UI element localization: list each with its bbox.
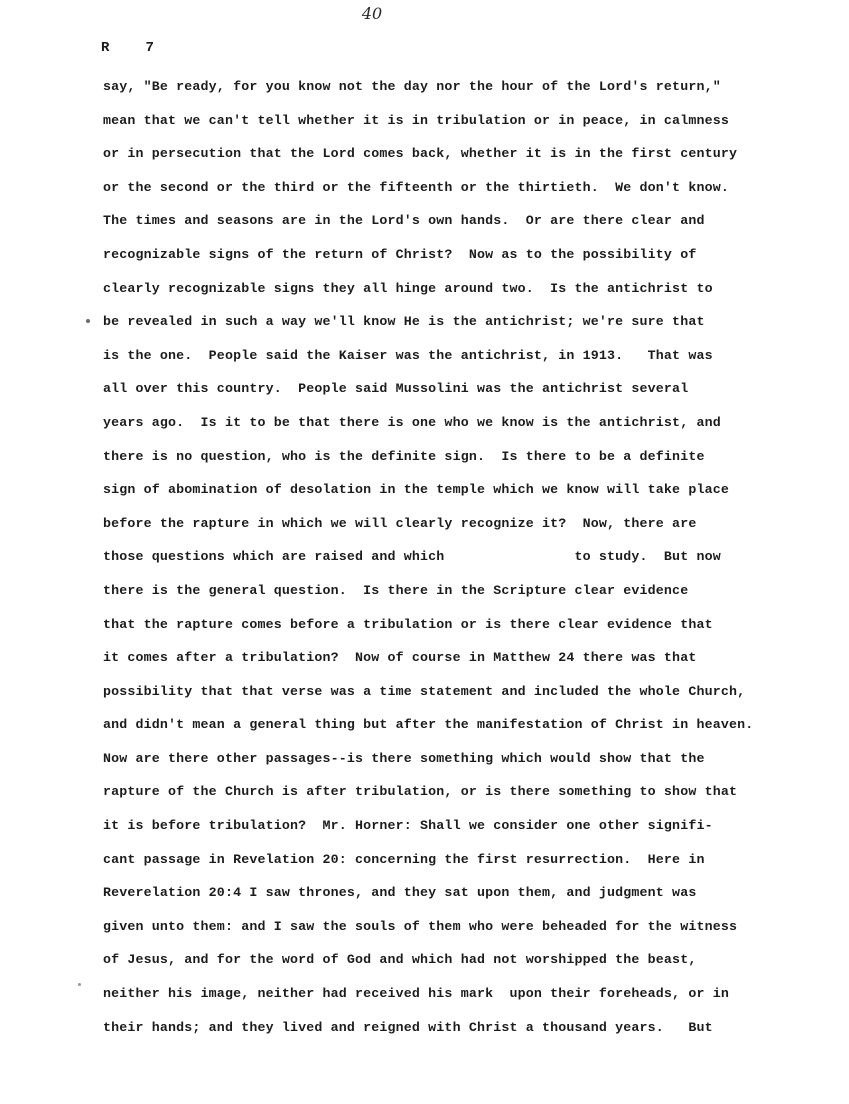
margin-dot: [86, 319, 90, 323]
text-line: or the second or the third or the fifteenth or the thirtieth. We don't know.: [103, 179, 729, 195]
text-line: all over this country. People said Mussolini was the antichrist several: [103, 381, 689, 397]
text-line: clearly recognizable signs they all hinge around two. Is the antichrist to: [103, 280, 713, 296]
text-line: neither his image, neither had received his mark upon their foreheads, or in: [103, 986, 729, 1002]
text-line: possibility that that verse was a time statement and included the whole Church,: [103, 683, 746, 699]
text-line: that the rapture comes before a tribulation or is there clear evidence that: [103, 616, 713, 632]
text-line: be revealed in such a way we'll know He is the antichrist; we're sure that: [103, 314, 705, 330]
text-line: before the rapture in which we will clearly recognize it? Now, there are: [103, 515, 697, 531]
text-line: is the one. People said the Kaiser was the antichrist, in 1913. That was: [103, 347, 713, 363]
text-line: rapture of the Church is after tribulation, or is there something to show that: [103, 784, 738, 800]
text-line: those questions which are raised and which to study. But now: [103, 549, 721, 565]
text-line: cant passage in Revelation 20: concerning the first resurrection. Here in: [103, 851, 705, 867]
text-line: The times and seasons are in the Lord's own hands. Or are there clear and: [103, 213, 705, 229]
typed-body-text: [103, 70, 771, 1044]
text-line: sign of abomination of desolation in the temple which we know will take place: [103, 482, 729, 498]
text-line: of Jesus, and for the word of God and which had not worshipped the beast,: [103, 952, 697, 968]
text-line: there is no question, who is the definite sign. Is there to be a definite: [103, 448, 705, 464]
text-line: Reverelation 20:4 I saw thrones, and they sat upon them, and judgment was: [103, 885, 697, 901]
text-line: mean that we can't tell whether it is in tribulation or in peace, in calmness: [103, 112, 729, 128]
page-number: 40: [361, 4, 383, 23]
text-line: given unto them: and I saw the souls of them who were beheaded for the witness: [103, 918, 738, 934]
text-line: there is the general question. Is there in the Scripture clear evidence: [103, 582, 689, 598]
margin-dot: [78, 983, 81, 986]
section-reference: R 7: [101, 40, 155, 56]
text-line: it is before tribulation? Mr. Horner: Shall we consider one other signifi-: [103, 818, 713, 834]
text-line: or in persecution that the Lord comes back, whether it is in the first century: [103, 146, 738, 162]
text-line: Now are there other passages--is there something which would show that the: [103, 750, 705, 766]
text-line: their hands; and they lived and reigned with Christ a thousand years. But: [103, 1019, 713, 1035]
text-line: years ago. Is it to be that there is one who we know is the antichrist, and: [103, 414, 721, 430]
text-line: and didn't mean a general thing but after the manifestation of Christ in heaven.: [103, 717, 754, 733]
text-line: it comes after a tribulation? Now of course in Matthew 24 there was that: [103, 650, 697, 666]
text-line: say, "Be ready, for you know not the day nor the hour of the Lord's return,": [103, 79, 721, 94]
text-line: recognizable signs of the return of Christ? Now as to the possibility of: [103, 246, 697, 262]
